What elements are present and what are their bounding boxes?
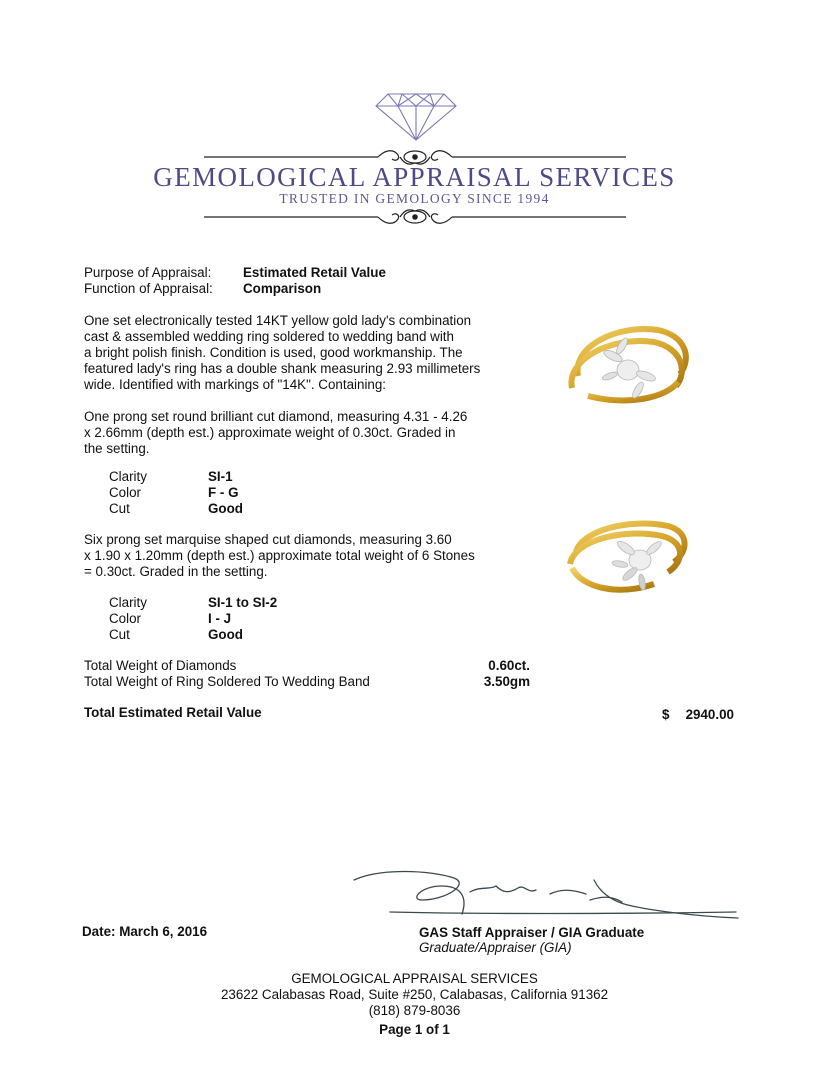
- total-ring-weight-value: 3.50gm: [483, 674, 530, 689]
- currency-symbol: $: [662, 707, 670, 722]
- function-value: Comparison: [243, 281, 322, 296]
- description-line: cast & assembled wedding ring soldered to wedding band with: [84, 329, 454, 344]
- stone-2-cut-label: Cut: [109, 627, 130, 642]
- stone-2-line: = 0.30ct. Graded in the setting.: [84, 564, 268, 579]
- stone-1-cut-label: Cut: [109, 501, 130, 516]
- footer-phone: (818) 879-8036: [368, 1003, 461, 1018]
- footer-company: GEMOLOGICAL APPRAISAL SERVICES: [291, 971, 538, 986]
- stone-1-line: One prong set round brilliant cut diamond, measuring 4.31 - 4.26: [84, 409, 468, 424]
- stone-2-description: [84, 532, 504, 580]
- appraiser-subtitle: Graduate/Appraiser (GIA): [419, 940, 572, 955]
- description-line: One set electronically tested 14KT yellow gold lady's combination: [84, 313, 472, 328]
- purpose-label: Purpose of Appraisal:: [84, 265, 212, 280]
- stone-2-color-label: Color: [109, 611, 141, 626]
- appraiser-title: GAS Staff Appraiser / GIA Graduate: [419, 925, 645, 940]
- description-line: featured lady's ring has a double shank measuring 2.93 millimeters: [84, 361, 481, 376]
- company-tagline: TRUSTED IN GEMOLOGY SINCE 1994: [279, 191, 550, 206]
- description-line: wide. Identified with markings of "14K". Containing:: [84, 377, 387, 392]
- total-ring-weight-label: Total Weight of Ring Soldered To Wedding Band: [84, 674, 370, 689]
- appraiser-signature: [350, 866, 740, 934]
- item-description: [84, 313, 504, 393]
- stone-2-line: Six prong set marquise shaped cut diamonds, measuring 3.60: [84, 532, 452, 547]
- stone-1-clarity-label: Clarity: [109, 469, 147, 484]
- ornamental-divider-bottom: [200, 205, 630, 229]
- stone-2-clarity-value: SI-1 to SI-2: [208, 595, 278, 610]
- footer-address: 23622 Calabasas Road, Suite #250, Calabasas, California 91362: [220, 987, 609, 1002]
- total-retail-value: 2940.00: [685, 707, 734, 722]
- purpose-value: Estimated Retail Value: [243, 265, 386, 280]
- stone-2-clarity-label: Clarity: [109, 595, 147, 610]
- description-line: a bright polish finish. Condition is used, good workmanship. The: [84, 345, 463, 360]
- appraisal-date: Date: March 6, 2016: [82, 924, 208, 939]
- stone-1-clarity-value: SI-1: [208, 469, 233, 484]
- total-diamond-weight-label: Total Weight of Diamonds: [84, 658, 237, 673]
- page-number: Page 1 of 1: [379, 1022, 450, 1037]
- ring-photo: [558, 316, 696, 416]
- stone-1-color-label: Color: [109, 485, 141, 500]
- stone-1-description: [84, 409, 504, 457]
- total-retail-value-label: Total Estimated Retail Value: [84, 705, 262, 720]
- total-diamond-weight-value: 0.60ct.: [488, 658, 530, 673]
- stone-2-color-value: I - J: [208, 611, 232, 626]
- stone-1-cut-value: Good: [208, 501, 243, 516]
- stone-2-cut-value: Good: [208, 627, 243, 642]
- stone-1-color-value: F - G: [208, 485, 239, 500]
- diamond-logo-icon: [374, 92, 458, 142]
- stone-1-line: x 2.66mm (depth est.) approximate weight of 0.30ct. Graded in: [84, 425, 456, 440]
- function-label: Function of Appraisal:: [84, 281, 213, 296]
- company-title: GEMOLOGICAL APPRAISAL SERVICES: [153, 162, 676, 192]
- ring-photo: [558, 512, 696, 612]
- stone-1-line: the setting.: [84, 441, 150, 456]
- stone-2-line: x 1.90 x 1.20mm (depth est.) approximate total weight of 6 Stones: [84, 548, 475, 563]
